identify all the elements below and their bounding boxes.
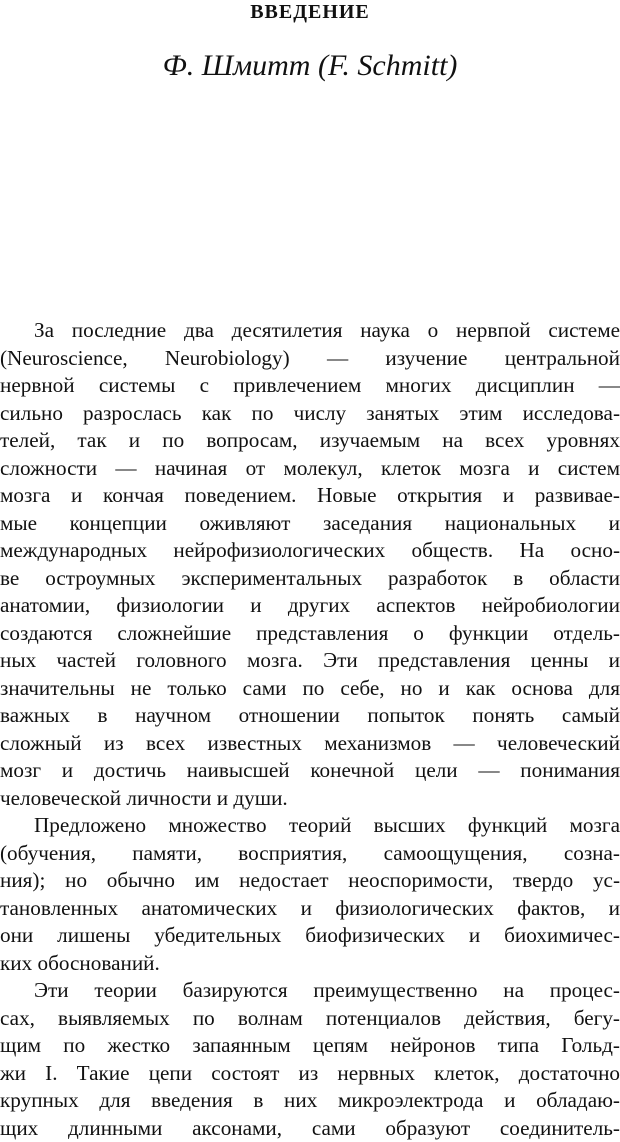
text-line: крупных для введения в них микроэлектрода и обладаю- <box>0 1087 620 1115</box>
text-line: тановленных анатомических и физиологических фактов, и <box>0 895 620 923</box>
body-text <box>0 317 620 1142</box>
text-line: мые концепции оживляют заседания национальных и <box>0 510 620 538</box>
text-line: международных нейрофизиологических обществ. На осно- <box>0 537 620 565</box>
text-line: важных в научном отношении попыток понять самый <box>0 702 620 730</box>
paragraph <box>0 812 620 977</box>
text-line: сильно разрослась как по числу занятых этим исследова- <box>0 400 620 428</box>
text-line: (обучения, памяти, восприятия, самоощущения, созна- <box>0 840 620 868</box>
text-line: они лишены убедительных биофизических и биохимичес- <box>0 922 620 950</box>
text-line: Предложено множество теорий высших функций мозга <box>0 812 620 840</box>
text-line: За последние два десятилетия наука о нервпой системе <box>0 317 620 345</box>
text-line: телей, так и по вопросам, изучаемым на всех уровнях <box>0 427 620 455</box>
text-line: значительны не только сами по себе, но и как основа для <box>0 675 620 703</box>
text-line: (Neuroscience, Neurobiology) — изучение центральной <box>0 345 620 373</box>
text-line: щих длинными аксонами, сами образуют соединитель- <box>0 1115 620 1142</box>
text-line: Эти теории базируются преимущественно на процес- <box>0 977 620 1005</box>
text-line: ве остроумных экспериментальных разработок в области <box>0 565 620 593</box>
text-line: ния); но обычно им недостает неоспоримости, твердо ус- <box>0 867 620 895</box>
paragraph <box>0 317 620 812</box>
text-line: мозга и кончая поведением. Новые открытия и развивае- <box>0 482 620 510</box>
author-line: Ф. Шмитт (F. Schmitt) <box>0 48 620 84</box>
text-line: ных частей головного мозга. Эти представления ценны и <box>0 647 620 675</box>
text-line: анатомии, физиологии и других аспектов нейробиологии <box>0 592 620 620</box>
text-line: создаются сложнейшие представления о функции отдель- <box>0 620 620 648</box>
text-line: сложности — начиная от молекул, клеток мозга и систем <box>0 455 620 483</box>
chapter-heading: ВВЕДЕНИЕ <box>0 0 620 24</box>
text-line: сах, выявляемых по волнам потенциалов действия, бегу- <box>0 1005 620 1033</box>
text-line: человеческой личности и души. <box>0 785 620 813</box>
text-line: жи I. Такие цепи состоят из нервных клеток, достаточно <box>0 1060 620 1088</box>
text-line: мозг и достичь наивысшей конечной цели — понимания <box>0 757 620 785</box>
text-line: сложный из всех известных механизмов — человеческий <box>0 730 620 758</box>
text-line: щим по жестко запаянным цепям нейронов типа Гольд- <box>0 1032 620 1060</box>
paragraph <box>0 977 620 1142</box>
text-line: ких обоснований. <box>0 950 620 978</box>
text-line: нервной системы с привлечением многих дисциплин — <box>0 372 620 400</box>
